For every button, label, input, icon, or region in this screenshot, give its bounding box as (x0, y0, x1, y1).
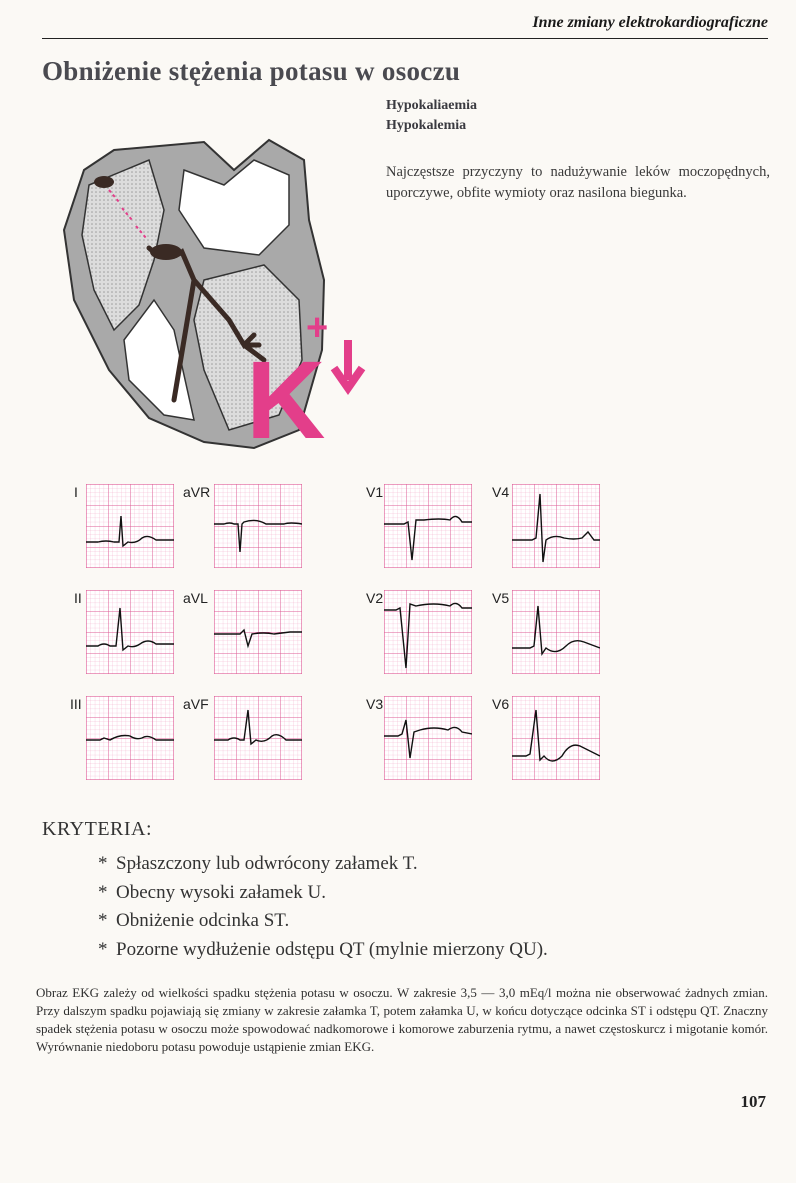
ecg-lead-I (86, 484, 174, 568)
ecg-lead-II (86, 590, 174, 674)
criteria-list (98, 850, 548, 964)
ecg-lead-III (86, 696, 174, 780)
potassium-symbol: K (246, 339, 326, 460)
lead-label-aVR: aVR (183, 484, 211, 500)
heart-conduction-illustration (54, 130, 384, 460)
lead-label-I: I (74, 484, 78, 500)
intro-paragraph: Najczęstsze przyczyny to nadużywanie leków moczopędnych, uporczywe, obfite wymioty oraz nasilona biegunka. (386, 164, 770, 201)
criteria-item: * Obniżenie odcinka ST. (98, 910, 290, 931)
ecg-lead-V2 (384, 590, 472, 674)
lead-label-III: III (70, 696, 82, 712)
lead-label-V4: V4 (492, 484, 510, 500)
explanation-paragraph: Obraz EKG zależy od wielkości spadku stężenia potasu w osoczu. W zakresie 3,5 — 3,0 mEq/l można nie obserwować żadnych zmian. Przy dalszym spadku pojawiają się zmiany w zakresie załamka T, potem załamka U, w końcu dotyczące odcinka ST i odstępu QT. Znaczny spadek stężenia potasu w osoczu może spowodować nadkomorowe i komorowe zaburzenia rytmu, a nawet częstoskurcz i migotanie komór. Wyrównanie niedoboru potasu powoduje ustąpienie zmian EKG. (36, 985, 768, 1054)
page-number: 107 (740, 1092, 766, 1111)
lead-label-V2: V2 (366, 590, 384, 606)
lead-label-aVL: aVL (183, 590, 208, 606)
synonym-english: Hypokalemia (386, 118, 467, 133)
ecg-lead-aVF (214, 696, 302, 780)
synonym-latin: Hypokaliaemia (386, 98, 478, 113)
criteria-item: * Obecny wysoki załamek U. (98, 881, 326, 903)
ecg-lead-V5 (512, 590, 600, 674)
charge-symbol: + (306, 307, 329, 349)
page-title: Obniżenie stężenia potasu w osoczu (42, 56, 461, 86)
ecg-lead-V3 (384, 696, 472, 780)
lead-label-V5: V5 (492, 590, 510, 606)
lead-label-V6: V6 (492, 696, 510, 712)
ecg-lead-V4 (512, 484, 600, 568)
criteria-item: * Spłaszczony lub odwrócony załamek T. (98, 853, 418, 874)
running-header: Inne zmiany elektrokardiograficzne (532, 14, 768, 31)
ecg-lead-aVL (214, 590, 302, 674)
criteria-heading: KRYTERIA: (42, 818, 153, 840)
lead-label-aVF: aVF (183, 696, 209, 712)
decrease-arrow-icon (334, 340, 362, 388)
lead-label-V1: V1 (366, 484, 384, 500)
header-rule (42, 38, 768, 39)
ecg-lead-aVR (214, 484, 302, 568)
criteria-item: * Pozorne wydłużenie odstępu QT (mylnie mierzony QU). (98, 938, 548, 960)
ecg-lead-V6 (512, 696, 600, 780)
lead-label-V3: V3 (366, 696, 384, 712)
ecg-lead-V1 (384, 484, 472, 568)
lead-label-II: II (74, 590, 82, 606)
sa-node (94, 176, 114, 188)
